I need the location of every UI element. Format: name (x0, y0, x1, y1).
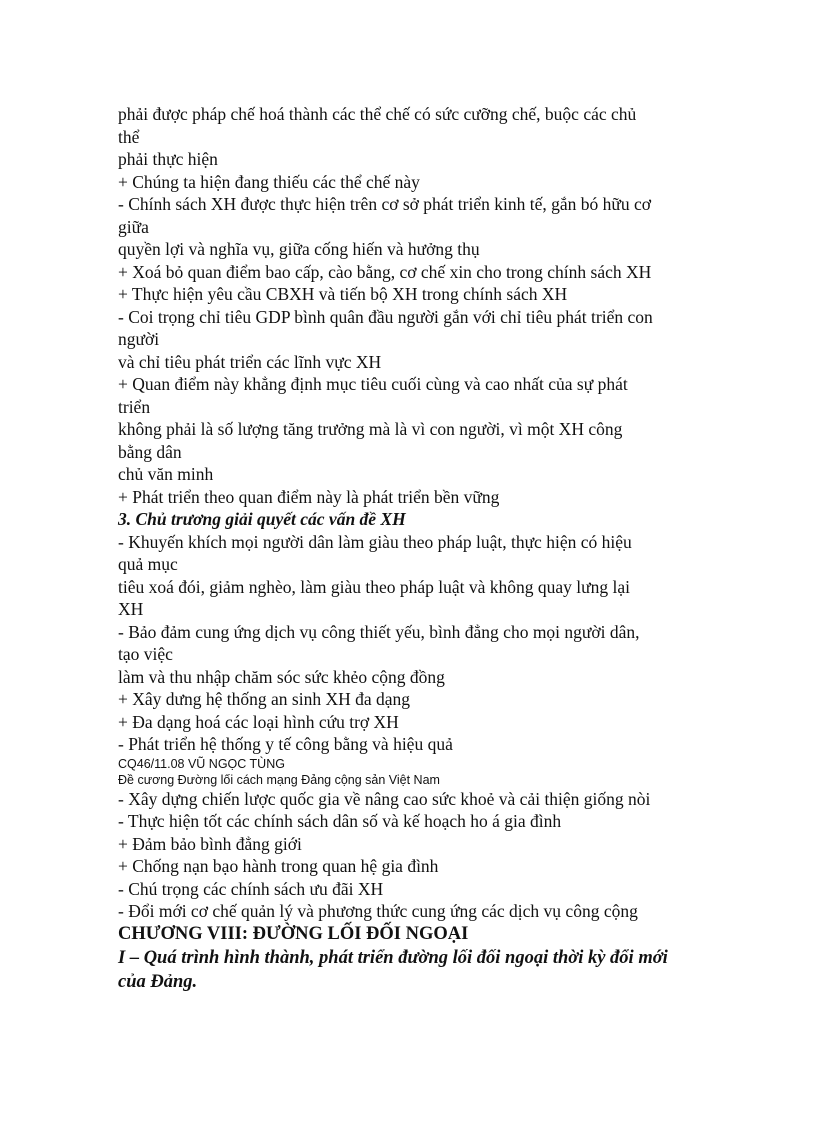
text-line: tạo việc (118, 644, 173, 664)
text-line: triển (118, 396, 151, 417)
text-line: phải được pháp chế hoá thành các thể chế có sức cưỡng chế, buộc các chủ (118, 104, 637, 124)
text-line: + Đa dạng hoá các loại hình cứu trợ XH (118, 711, 399, 732)
text-line: không phải là số lượng tăng trưởng mà là vì con người, vì một XH công (118, 419, 623, 439)
text-line: XH (118, 599, 144, 619)
text-line: - Đổi mới cơ chế quản lý và phương thức cung ứng các dịch vụ công cộng (118, 901, 638, 921)
text-line: giữa (118, 216, 149, 237)
text-line: tiêu xoá đói, giảm nghèo, làm giàu theo pháp luật và không quay lưng lại (118, 576, 631, 597)
footer-author: CQ46/11.08 VŨ NGỌC TÙNG (118, 756, 285, 771)
section-title-line: I – Quá trình hình thành, phát triển đường lối đối ngoại thời kỳ đổi mới (118, 947, 668, 968)
chapter-title: CHƯƠNG VIII: ĐƯỜNG LỐI ĐỐI NGOẠI (118, 923, 469, 944)
text-line: + Quan điểm này khẳng định mục tiêu cuối cùng và cao nhất của sự phát (118, 374, 628, 394)
text-line: + Xoá bỏ quan điểm bao cấp, cào bằng, cơ chế xin cho trong chính sách XH (118, 261, 652, 282)
text-line: + Phát triển theo quan điểm này là phát triển bền vững (118, 486, 500, 507)
footer-doc-title: Đề cương Đường lối cách mạng Đảng cộng sản Việt Nam (118, 772, 440, 787)
text-line: thể (118, 126, 140, 147)
text-line: - Thực hiện tốt các chính sách dân số và kế hoạch ho á gia đình (118, 811, 562, 831)
text-line: + Thực hiện yêu cầu CBXH và tiến bộ XH trong chính sách XH (118, 284, 568, 304)
section-title-line: của Đảng. (118, 971, 198, 992)
text-line: - Khuyến khích mọi người dân làm giàu theo pháp luật, thực hiện có hiệu (118, 531, 632, 552)
text-line: - Xây dựng chiến lược quốc gia về nâng cao sức khoẻ và cải thiện giống nòi (118, 788, 651, 809)
text-line: - Coi trọng chỉ tiêu GDP bình quân đầu người gắn với chỉ tiêu phát triển con (118, 306, 653, 327)
text-line: quả mục (118, 554, 178, 574)
text-line: phải thực hiện (118, 149, 218, 169)
text-line: - Phát triển hệ thống y tế công bằng và hiệu quả (118, 734, 453, 754)
text-line: làm và thu nhập chăm sóc sức khẻo cộng đồng (118, 666, 445, 687)
text-line: và chỉ tiêu phát triển các lĩnh vực XH (118, 351, 382, 372)
text-line: + Chúng ta hiện đang thiếu các thể chế này (118, 171, 420, 192)
page-content (118, 103, 708, 994)
text-line: bằng dân (118, 441, 182, 462)
section-heading: 3. Chủ trương giải quyết các vấn đề XH (118, 509, 406, 529)
text-line: + Đảm bảo bình đẳng giới (118, 833, 302, 854)
text-line: - Chính sách XH được thực hiện trên cơ sở phát triển kinh tế, gắn bó hữu cơ (118, 194, 651, 214)
text-line: quyền lợi và nghĩa vụ, giữa cống hiến và hưởng thụ (118, 239, 480, 259)
text-line: - Chú trọng các chính sách ưu đãi XH (118, 878, 384, 899)
text-line: người (118, 329, 160, 349)
text-line: chủ văn minh (118, 464, 214, 484)
text-line: + Xây dưng hệ thống an sinh XH đa dạng (118, 689, 411, 709)
text-line: - Bảo đảm cung ứng dịch vụ công thiết yếu, bình đẳng cho mọi người dân, (118, 621, 640, 642)
text-line: + Chống nạn bạo hành trong quan hệ gia đình (118, 856, 439, 876)
